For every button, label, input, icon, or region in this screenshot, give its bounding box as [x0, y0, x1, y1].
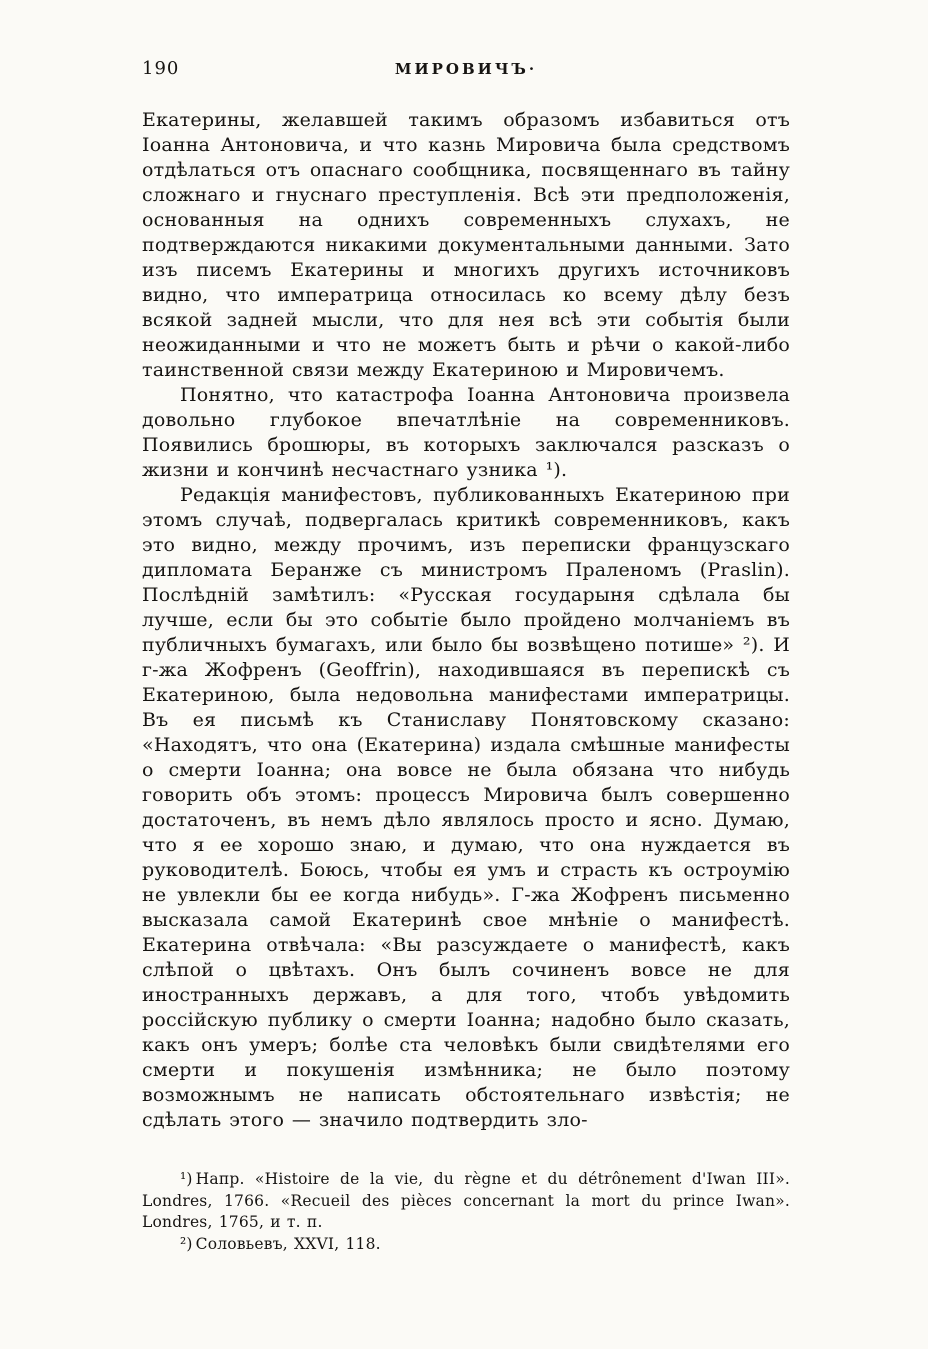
footnote-text: Напр. «Histoire de la vie, du règne et du détrônement d'Iwan III». Londres, 1766. «Recueil des pièces concernant la mort du prince Iwan». Londres, 1765, и т. п. — [142, 1170, 790, 1231]
text-column — [142, 58, 790, 1255]
footnote-marker: ²) — [180, 1234, 193, 1253]
footnote — [142, 1169, 790, 1234]
footnote-text: Соловьевъ, XXVI, 118. — [195, 1234, 381, 1253]
paragraph: Понятно, что катастрофа Іоанна Антоновича произвела довольно глубокое впечатлѣніе на современниковъ. Появились брошюры, въ которыхъ заключался разсказъ о жизни и кончинѣ несчастнаго узника ¹). — [142, 384, 790, 481]
body-text — [142, 108, 790, 1133]
running-head — [142, 58, 790, 84]
footnote — [142, 1234, 790, 1256]
paragraph-continuation: Екатерины, желавшей такимъ образомъ избавиться отъ Іоанна Антоновича, и что казнь Мировича была средствомъ отдѣлаться отъ опаснаго сообщника, посвященнаго въ тайну сложнаго и гнуснаго преступленія. Всѣ эти предположенія, основанныя на однихъ современныхъ слухахъ, не подтверждаются никакими документальными данными. Зато изъ писемъ Екатерины и многихъ другихъ источниковъ видно, что императрица относилась ко всему дѣлу безъ всякой задней мысли, что для нея всѣ эти событія были неожиданными и что не можетъ быть и рѣчи о какой-либо таинственной связи между Екатериною и Мировичемъ. — [142, 109, 790, 381]
paragraph: Редакція манифестовъ, публикованныхъ Екатериною при этомъ случаѣ, подвергалась критикѣ современниковъ, какъ это видно, между прочимъ, изъ переписки французскаго дипломата Беранже съ министромъ Праленомъ (Praslin). Послѣдній замѣтилъ: «Русская государыня сдѣлала бы лучше, если бы это событіе было пройдено молчаніемъ въ публичныхъ бумагахъ, или было бы возвѣщено потише» ²). И г-жа Жофренъ (Geoffrin), находившаяся въ перепискѣ съ Екатериною, была недовольна манифестами императрицы. Въ ея письмѣ къ Станиславу Понятовскому сказано: «Находятъ, что она (Екатерина) издала смѣшные манифесты о смерти Іоанна; она вовсе не была обязана что нибудь говорить объ этомъ: процессъ Мировича былъ совершенно достаточенъ, въ немъ дѣло являлось просто и ясно. Думаю, что я ее хорошо знаю, и думаю, что она нуждается въ руководителѣ. Боюсь, чтобы ея умъ и страсть къ остроумію не увлекли бы ее когда нибудь». Г-жа Жофренъ письменно высказала самой Екатеринѣ свое мнѣніе о манифестѣ. Екатерина отвѣчала: «Вы разсуждаете о манифестѣ, какъ слѣпой о цвѣтахъ. Онъ былъ сочиненъ вовсе не для иностранныхъ державъ, а для того, чтобъ увѣдомить россійскую публику о смерти Іоанна; надобно было сказать, какъ онъ умеръ; болѣе ста человѣкъ были свидѣтелями его смерти и покушенія измѣнника; не было поэтому возможнымъ не написать обстоятельнаго извѣстія; не сдѣлать этого — значило подтвердить зло- — [142, 484, 790, 1131]
footnote-marker: ¹) — [180, 1170, 193, 1188]
page-number: 190 — [142, 58, 180, 79]
running-title: МИРОВИЧЪ· — [394, 60, 538, 78]
footnotes-section — [142, 1169, 790, 1255]
